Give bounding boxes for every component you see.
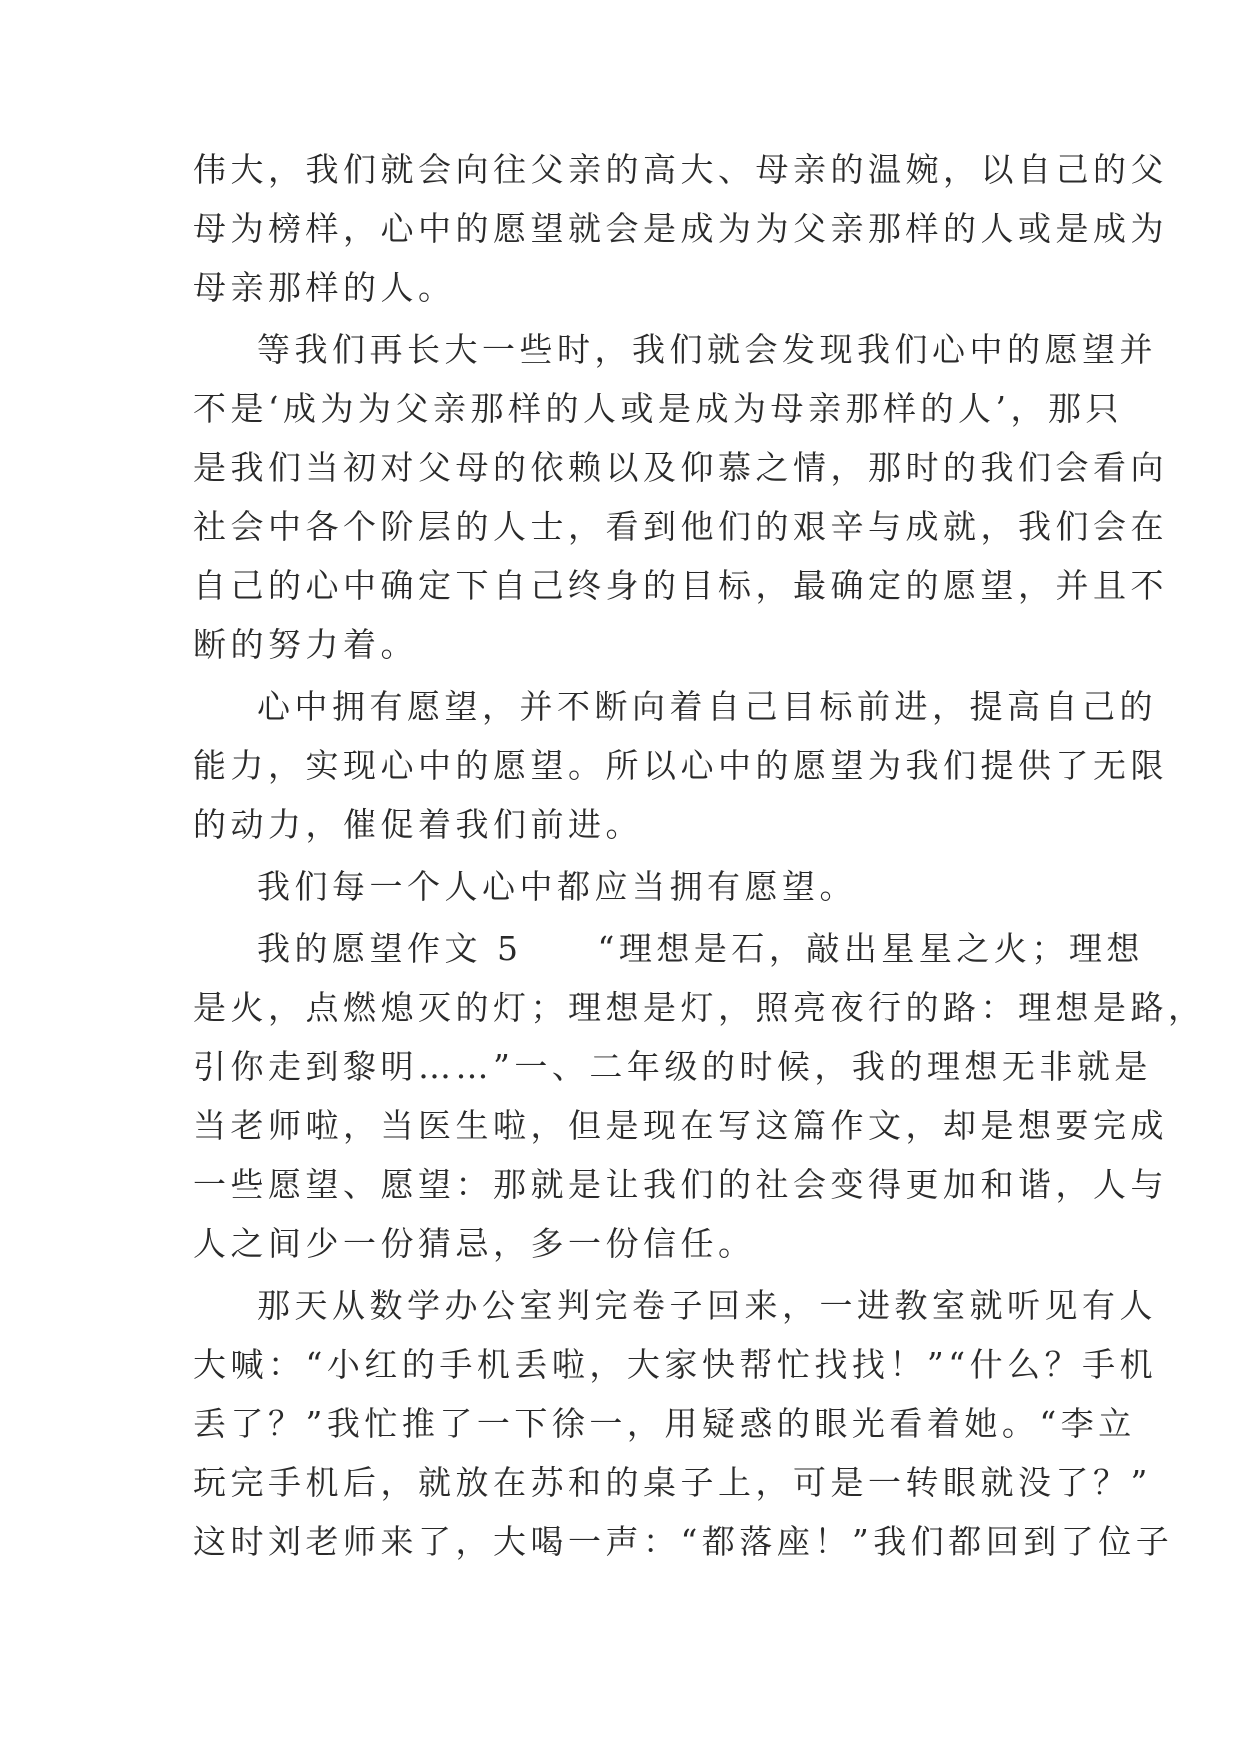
paragraph-first-line: 我的愿望作文 5 “理想是石，敲出星星之火；理想 <box>257 929 1144 968</box>
text-line: 断的努力着。 <box>193 625 418 664</box>
text-line: 的动力，催促着我们前进。 <box>193 805 643 844</box>
paragraph-first-line: 等我们再长大一些时，我们就会发现我们心中的愿望并 <box>257 330 1157 369</box>
text-line: 大喊：“小红的手机丢啦，大家快帮忙找找！”“什么？手机 <box>193 1345 1158 1384</box>
text-line: 当老师啦，当医生啦，但是现在写这篇作文，却是想要完成 <box>193 1106 1168 1145</box>
text-line: 一些愿望、愿望：那就是让我们的社会变得更加和谐，人与 <box>193 1165 1168 1204</box>
text-line: 伟大，我们就会向往父亲的高大、母亲的温婉，以自己的父 <box>193 150 1168 189</box>
text-line: 引你走到黎明……”一、二年级的时候，我的理想无非就是 <box>193 1047 1152 1086</box>
text-line: 社会中各个阶层的人士，看到他们的艰辛与成就，我们会在 <box>193 507 1168 546</box>
text-line: 母亲那样的人。 <box>193 268 456 307</box>
text-line: 不是‘成为为父亲那样的人或是成为母亲那样的人’，那只 <box>193 389 1123 428</box>
paragraph-first-line: 我们每一个人心中都应当拥有愿望。 <box>257 867 857 906</box>
text-line: 能力，实现心中的愿望。所以心中的愿望为我们提供了无限 <box>193 746 1168 785</box>
body-text <box>193 140 1206 1571</box>
text-line: 是火，点燃熄灭的灯；理想是灯，照亮夜行的路：理想是路， <box>193 988 1206 1027</box>
text-line: 玩完手机后，就放在苏和的桌子上，可是一转眼就没了？” <box>193 1463 1152 1502</box>
paragraph-first-line: 那天从数学办公室判完卷子回来，一进教室就听见有人 <box>257 1286 1157 1325</box>
text-line: 人之间少一份猜忌，多一份信任。 <box>193 1224 756 1263</box>
text-line: 这时刘老师来了，大喝一声：“都落座！”我们都回到了位子 <box>193 1522 1174 1561</box>
text-line: 是我们当初对父母的依赖以及仰慕之情，那时的我们会看向 <box>193 448 1168 487</box>
text-line: 母为榜样，心中的愿望就会是成为为父亲那样的人或是成为 <box>193 209 1168 248</box>
text-line: 丢了？”我忙推了一下徐一，用疑惑的眼光看着她。“李立 <box>193 1404 1136 1443</box>
text-line: 自己的心中确定下自己终身的目标，最确定的愿望，并且不 <box>193 566 1168 605</box>
paragraph-first-line: 心中拥有愿望，并不断向着自己目标前进，提高自己的 <box>257 687 1157 726</box>
